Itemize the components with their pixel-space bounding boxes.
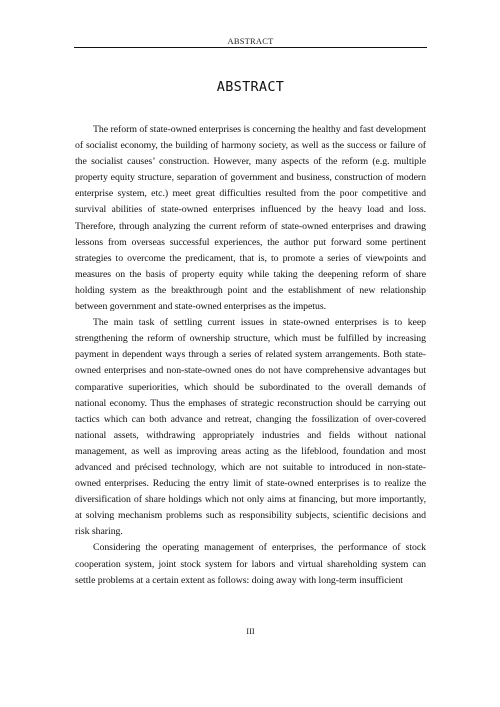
paragraph-1: The reform of state-owned enterprises is concerning the healthy and fast development of socialist economy, the building of harmony society, as well as the success or failure of the socialist causes’ construction. However, many aspects of the reform (e.g. multiple property equity structure, separation of government and business, construction of modern enterprise system, etc.) meet great difficulties resulted from the poor competitive and survival abilities of state-owned enterprises influenced by the heavy load and loss. Therefore, through analyzing the current reform of state-owned enterprises and drawing lessons from overseas successful experiences, the author put forward some pertinent strategies to overcome the predicament, that is, to promote a series of viewpoints and measures on the basis of property equity while taking the deepening reform of share holding system as the breakthrough point and the establishment of new relationship between government and state-owned enterprises as the impetus. <box>75 124 426 313</box>
paragraph-3: Considering the operating management of enterprises, the performance of stock cooperation system, joint stock system for labors and virtual shareholding system can settle problems at a certain extent as follows: doing away with long-term insufficient <box>75 542 426 586</box>
header-divider <box>74 47 427 48</box>
running-header: ABSTRACT <box>227 36 274 46</box>
page-number: III <box>246 626 255 636</box>
page-title: ABSTRACT <box>216 79 285 95</box>
abstract-body <box>75 122 426 589</box>
paragraph-2: The main task of settling current issues in state-owned enterprises is to keep strengthening the reform of ownership structure, which must be fulfilled by increasing payment in dependent ways through a series of related system arrangements. Both state-owned enterprises and non-state-owned ones do not have comprehensive advantages but comparative superiorities, which should be subordinated to the overall demands of national economy. Thus the emphases of strategic reconstruction should be carrying out tactics which can both advance and retreat, changing the fossilization of over-covered national assets, withdrawing appropriately industries and fields without national management, as well as improving areas acting as the lifeblood, foundation and most advanced and précised technology, which are not suitable to introduced in non-state-owned enterprises. Reducing the entry limit of state-owned enterprises is to realize the diversification of share holdings which not only aims at financing, but more importantly, at solving mechanism problems such as responsibility subjects, scientific decisions and risk sharing. <box>75 317 426 538</box>
